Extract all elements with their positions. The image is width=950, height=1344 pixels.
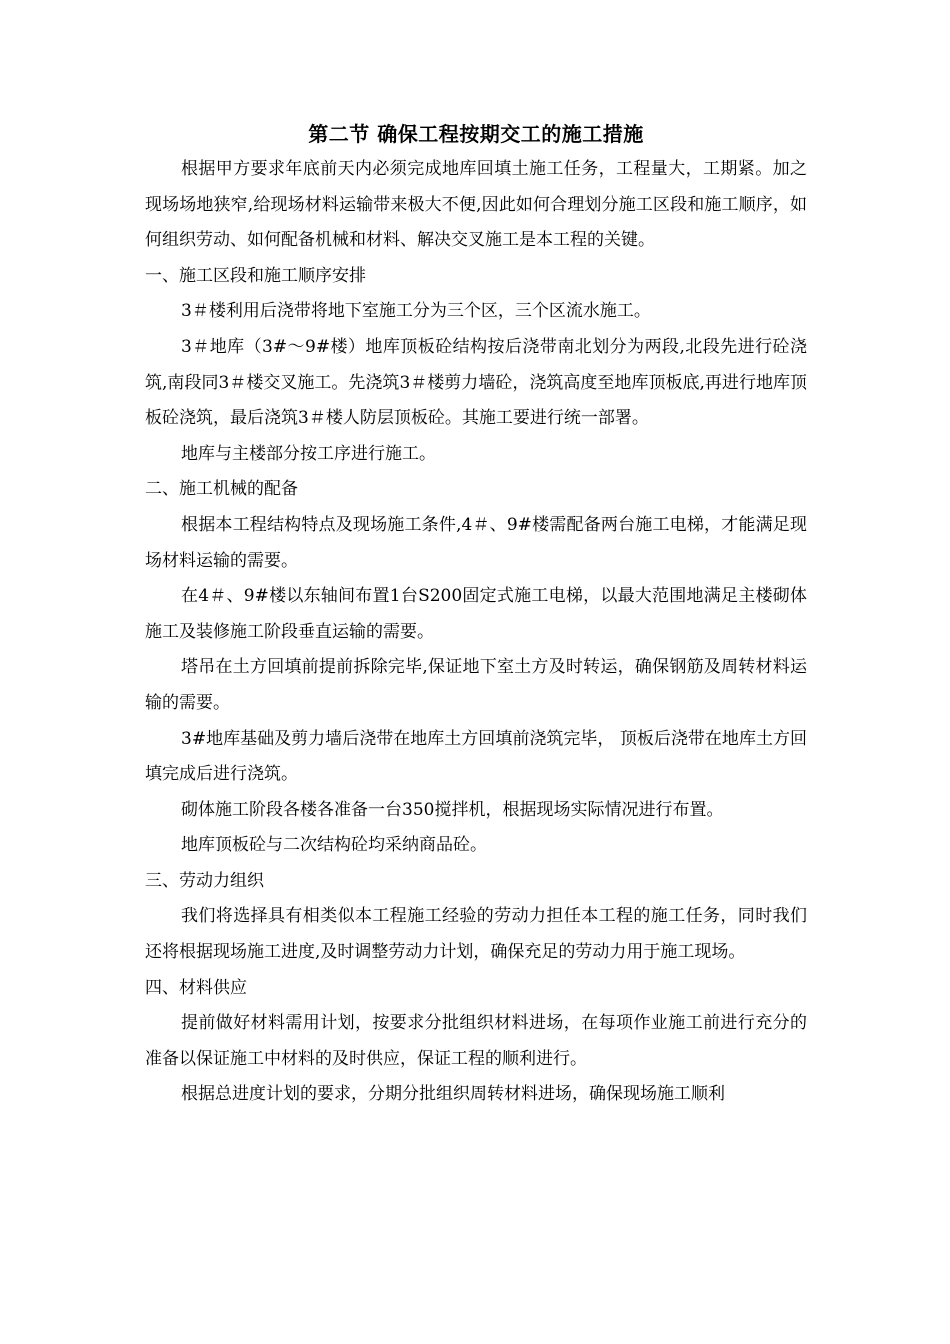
document-body bbox=[145, 116, 807, 1113]
section-heading: 四、材料供应 bbox=[145, 977, 247, 998]
section-title: 第二节 确保工程按期交工的施工措施 bbox=[308, 122, 644, 146]
paragraph: 砌体施工阶段各楼各准备一台350搅拌机，根据现场实际情况进行布置。 bbox=[181, 799, 724, 820]
section-heading: 三、劳动力组织 bbox=[145, 870, 264, 891]
section-heading: 二、施工机械的配备 bbox=[145, 479, 298, 500]
paragraph: 3＃地库（3#～9#楼）地库顶板砼结构按后浇带南北划分为两段,北段先进行砼浇筑,南段同3＃楼交叉施工。先浇筑3＃楼剪力墙砼，浇筑高度至地库顶板底,再进行地库顶板砼浇筑，最后浇筑3＃楼人防层顶板砼。其施工要进行统一部署。 bbox=[145, 336, 807, 429]
section-heading: 一、施工区段和施工顺序安排 bbox=[145, 265, 366, 286]
paragraph: 根据甲方要求年底前天内必须完成地库回填土施工任务，工程量大，工期紧。加之现场场地狭窄,给现场材料运输带来极大不便,因此如何合理划分施工区段和施工顺序，如何组织劳动、如何配备机械和材料、解决交叉施工是本工程的关键。 bbox=[145, 159, 807, 251]
paragraph: 我们将选择具有相类似本工程施工经验的劳动力担任本工程的施工任务，同时我们还将根据现场施工进度,及时调整劳动力计划，确保充足的劳动力用于施工现场。 bbox=[145, 906, 807, 963]
paragraph: 提前做好材料需用计划，按要求分批组织材料进场，在每项作业施工前进行充分的准备以保证施工中材料的及时供应，保证工程的顺利进行。 bbox=[145, 1013, 807, 1069]
paragraph: 根据总进度计划的要求，分期分批组织周转材料进场，确保现场施工顺利 bbox=[181, 1084, 725, 1105]
paragraph: 地库与主楼部分按工序进行施工。 bbox=[181, 443, 436, 464]
paragraph: 在4＃、9#楼以东轴间布置1台S200固定式施工电梯，以最大范围地满足主楼砌体施工及装修施工阶段垂直运输的需要。 bbox=[145, 586, 807, 642]
paragraph: 3＃楼利用后浇带将地下室施工分为三个区，三个区流水施工。 bbox=[181, 301, 651, 322]
paragraph: 3#地库基础及剪力墙后浇带在地库土方回填前浇筑完毕， 顶板后浇带在地库土方回填完成后进行浇筑。 bbox=[145, 728, 807, 785]
paragraph: 根据本工程结构特点及现场施工条件,4＃、9#楼需配备两台施工电梯，才能满足现场材料运输的需要。 bbox=[145, 514, 807, 571]
paragraph: 地库顶板砼与二次结构砼均采纳商品砼。 bbox=[181, 835, 487, 856]
paragraph: 塔吊在土方回填前提前拆除完毕,保证地下室土方及时转运，确保钢筋及周转材料运输的需要。 bbox=[145, 657, 807, 713]
